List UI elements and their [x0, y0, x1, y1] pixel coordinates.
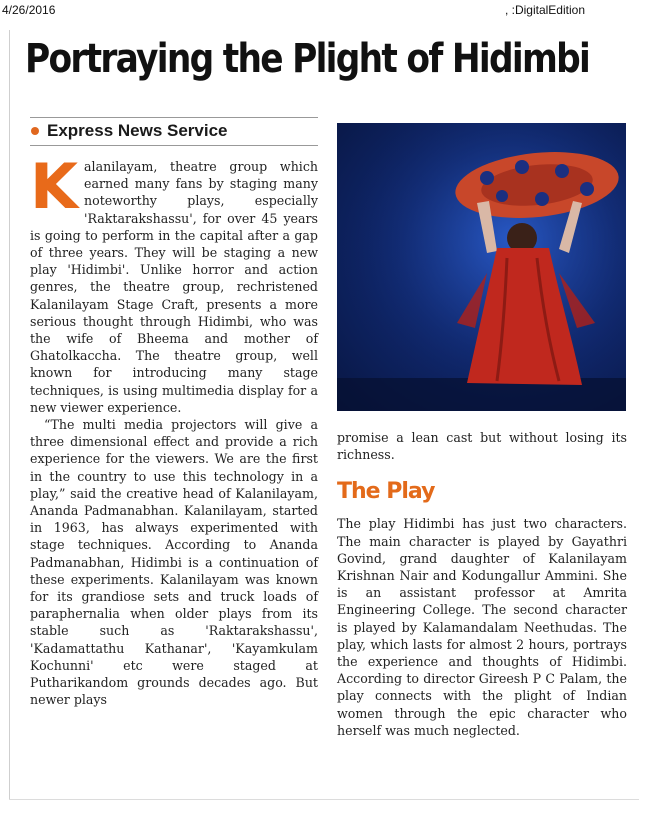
byline [30, 121, 318, 141]
clipping-border-bottom [9, 799, 639, 800]
article-photo [337, 123, 626, 411]
page-header [0, 3, 649, 19]
edition-label: , :DigitalEdition [504, 3, 585, 17]
drop-cap: K [30, 150, 79, 223]
paragraph-quote: “The multi media projectors will give a three dimensional effect and provide a rich experience for the viewers. We are the first in the country to use this technology in a play,” said the creative head of Kalanilayam, Ananda Padmanabhan. Kalanilayam, started in 1963, has always experimented with stage techniques. According to Ananda Padmanabhan, Hidimbi is a continuation of these experiments. Kalanilayam was known for its grandiose sets and truck loads of paraphernalia when older plays from its stable such as 'Raktarakshassu', 'Kadamattathu Kathanar', 'Kayamkulam Kochunni' etc were staged at Putharikandom grounds decades ago. But newer plays [30, 417, 318, 708]
byline-text: Express News Service [47, 121, 228, 140]
article-column-1 [30, 150, 318, 709]
section-subhead: The Play [337, 479, 435, 505]
article-column-2 [337, 429, 627, 739]
byline-rule-top [30, 117, 318, 118]
bullet-icon [31, 127, 39, 135]
byline-rule-bottom [30, 145, 318, 146]
paragraph-the-play: The play Hidimbi has just two characters. The main character is played by Gayathri Govind, grand daughter of Kalanilayam Krishnan Nair and Kodungallur Ammini. She is an assistant professor at Amrita Engineering College. The second character is played by Kalamandalam Neethudas. The play, which lasts for almost 2 hours, portrays the experience and thoughts of Hidimbi. According to director Gireesh P C Palam, the play connects with the plight of Indian women through the epic character who herself was much neglected. [337, 516, 627, 738]
paragraph-intro-text: alanilayam, theatre group which earned many fans by staging many noteworthy plays, especially 'Raktarakshassu', for over 45 years is going to perform in the capital after a gap of three years. They will be staging a new play 'Hidimbi'. Unlike horror and action genres, the theatre group, rechristened Kalanilayam Stage Craft, presents a more serious thought through Hidimbi, who was the wife of Bheema and mother of Ghatolkaccha. The theatre group, well known for introducing many stage techniques, is using multimedia display for a new viewer experience. [30, 159, 318, 415]
clipping-border-left [9, 30, 10, 800]
paragraph-continued: promise a lean cast but without losing its richness. [337, 430, 627, 463]
stage-performer-illustration [337, 123, 626, 411]
print-date: 4/26/2016 [2, 3, 56, 17]
paragraph-intro [30, 150, 318, 416]
article-headline: Portraying the Plight of Hidimbi [25, 36, 590, 82]
